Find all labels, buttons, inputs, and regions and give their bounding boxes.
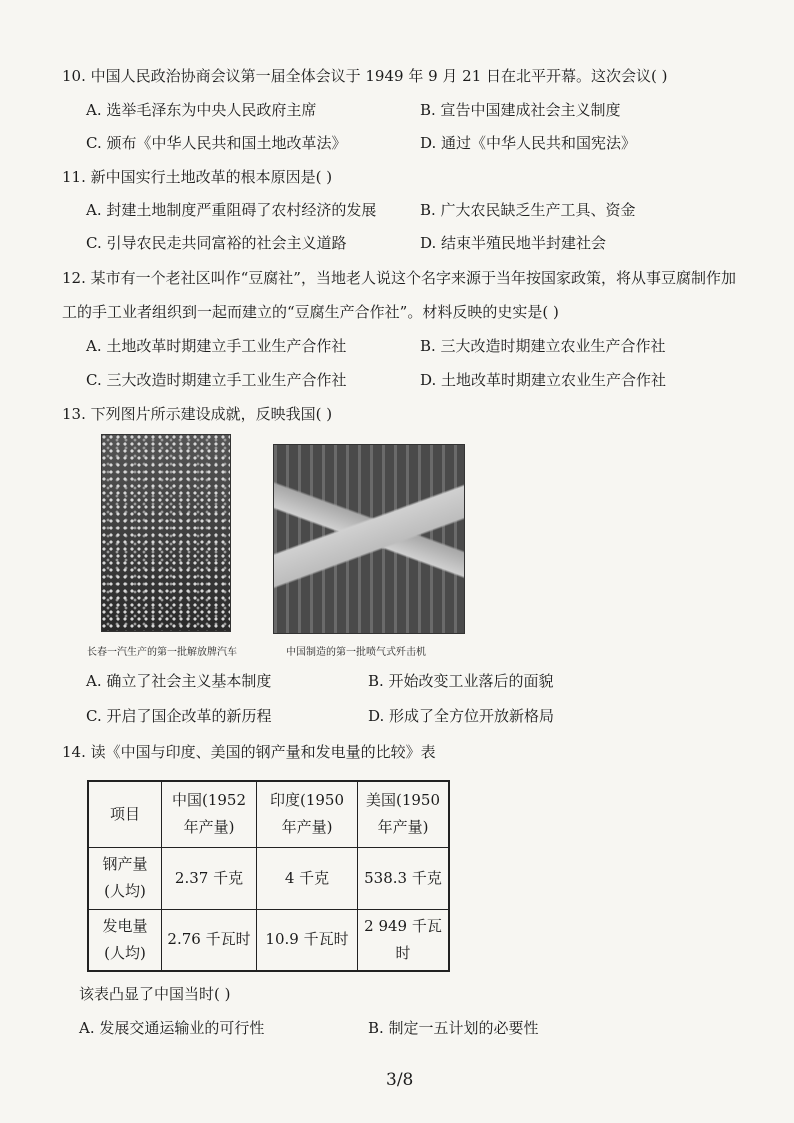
question-14-option-a: A. 发展交通运输业的可行性 <box>79 1019 265 1037</box>
table-header-cell: 项目 <box>88 781 162 847</box>
question-13-option-b: B. 开始改变工业落后的面貌 <box>368 672 554 690</box>
question-12-option-b: B. 三大改造时期建立农业生产合作社 <box>420 337 666 355</box>
question-12-option-d: D. 土地改革时期建立农业生产合作社 <box>420 371 667 389</box>
table-row <box>88 909 449 971</box>
question-12-option-c: C. 三大改造时期建立手工业生产合作社 <box>86 371 347 389</box>
table-header-row <box>88 781 449 847</box>
question-10-option-a: A. 选举毛泽东为中央人民政府主席 <box>86 101 317 119</box>
table-cell: 2.37 千克 <box>162 847 257 909</box>
page-number: 3/8 <box>386 1070 414 1090</box>
photo-1-caption: 长春一汽生产的第一批解放牌汽车 <box>87 647 237 658</box>
table-row-label: 发电量 (人均) <box>88 909 162 971</box>
question-11-option-d: D. 结束半殖民地半封建社会 <box>420 234 607 252</box>
question-14-stem: 14. 读《中国与印度、美国的钢产量和发电量的比较》表 <box>62 743 436 761</box>
table-cell: 2 949 千瓦时 <box>358 909 450 971</box>
table-cell: 4 千克 <box>257 847 358 909</box>
table-cell: 2.76 千瓦时 <box>162 909 257 971</box>
question-13-option-c: C. 开启了国企改革的新历程 <box>86 707 272 725</box>
question-11-stem: 11. 新中国实行土地改革的根本原因是( ) <box>62 168 333 186</box>
question-13-option-d: D. 形成了全方位开放新格局 <box>368 707 555 725</box>
question-12-stem-line-1: 12. 某市有一个老社区叫作“豆腐社”，当地老人说这个名字来源于当年按国家政策，将从事豆腐制作加 <box>62 269 736 287</box>
question-14-option-b: B. 制定一五计划的必要性 <box>368 1019 539 1037</box>
question-11-option-c: C. 引导农民走共同富裕的社会主义道路 <box>86 234 347 252</box>
question-10-option-c: C. 颁布《中华人民共和国土地改革法》 <box>86 134 347 152</box>
table-header-cell: 美国(1950 年产量) <box>358 781 450 847</box>
table-row <box>88 847 449 909</box>
jet-fighter-photo <box>273 444 465 634</box>
question-12-stem-line-2: 工的手工业者组织到一起而建立的“豆腐生产合作社”。材料反映的史实是( ) <box>62 303 559 321</box>
question-10-option-d: D. 通过《中华人民共和国宪法》 <box>420 134 637 152</box>
question-13-stem: 13. 下列图片所示建设成就，反映我国( ) <box>62 405 333 423</box>
question-14-prompt: 该表凸显了中国当时( ) <box>79 985 231 1003</box>
table-row-label: 钢产量 (人均) <box>88 847 162 909</box>
table-header-cell: 印度(1950 年产量) <box>257 781 358 847</box>
table-header-cell: 中国(1952 年产量) <box>162 781 257 847</box>
table-cell: 538.3 千克 <box>358 847 450 909</box>
question-11-option-a: A. 封建土地制度严重阻碍了农村经济的发展 <box>86 201 377 219</box>
question-10-option-b: B. 宣告中国建成社会主义制度 <box>420 101 621 119</box>
steel-electricity-comparison-table <box>87 780 450 972</box>
table-cell: 10.9 千瓦时 <box>257 909 358 971</box>
question-13-option-a: A. 确立了社会主义基本制度 <box>86 672 272 690</box>
question-12-option-a: A. 土地改革时期建立手工业生产合作社 <box>86 337 347 355</box>
truck-crowd-photo <box>101 434 231 632</box>
question-11-option-b: B. 广大农民缺乏生产工具、资金 <box>420 201 636 219</box>
question-10-stem: 10. 中国人民政治协商会议第一届全体会议于 1949 年 9 月 21 日在北平开幕。这次会议( ) <box>62 67 668 85</box>
photo-2-caption: 中国制造的第一批喷气式歼击机 <box>286 647 426 658</box>
